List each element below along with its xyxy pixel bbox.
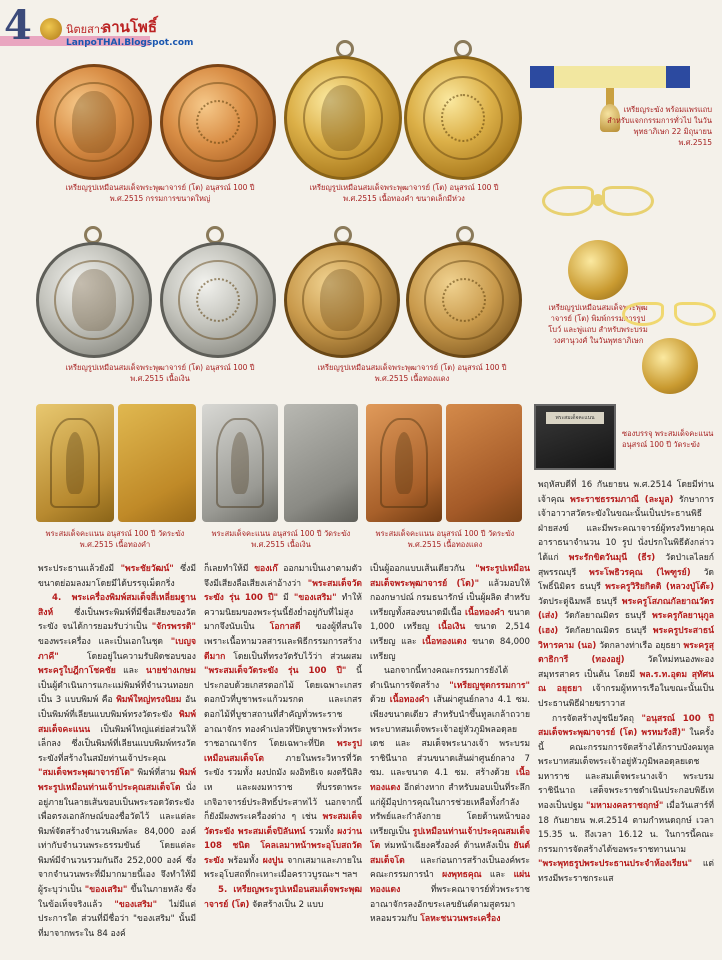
paragraph: เป็นผู้ออกแบบเส้นเดียวกัน "พระรูปเหมือนสมเด็จพระพุฒาจารย์ (โต)" แล้วมอบให้กองกษาปณ์ กรมธนารักษ์ เป็นผู้ผลิต สำหรับเหรียญทั้งสองขนาดมีเนื้อ เนื้อทองคำ ขนาด 1,000 เหรียญ เนื้อเงิน ขนาด 2,514 เหรียญ และ เนื้อทองแดง ขนาด 84,000 เหรียญ <box>370 564 530 662</box>
bodhi-leaf-icon <box>40 18 62 40</box>
box-label: พระสมเด็จคะแนน <box>546 412 604 424</box>
magazine-name: ลานโพธิ์ <box>102 18 157 36</box>
page-number: 4 <box>4 2 32 49</box>
article-column-1 <box>38 562 196 960</box>
medal-large-front <box>36 64 152 180</box>
caption-box: ซองบรรจุ พระสมเด็จคะแนน อนุสรณ์ 100 ปี วัดระฆัง <box>622 429 714 449</box>
caption-medal-row1-right: เหรียญรูปเหมือนสมเด็จพระพุฒาจารย์ (โต) อนุสรณ์ 100 ปี พ.ศ.2515 เนื้อทองคำ ขนาดเล็กมีห่วง <box>309 183 499 203</box>
caption-ribbon-bell: เหรียญระฆัง พร้อมแพรแถบ สำหรับแจกกรรมการทั่วไป ในวันพุทธาภิเษก 22 มิถุนายน พ.ศ.2515 <box>607 105 712 147</box>
amulet-box <box>534 404 616 470</box>
amulet-copper-back <box>446 404 522 522</box>
caption-amulet-gold: พระสมเด็จคะแนน อนุสรณ์ 100 ปี วัดระฆัง พ.ศ.2515 เนื้อทองคำ <box>45 529 185 549</box>
medal-gold-back <box>404 56 522 180</box>
bow-brooch-medal-1 <box>538 180 658 300</box>
medal-silver-back <box>160 242 276 358</box>
article-column-right <box>538 478 714 958</box>
section-heading-4: 4. พระเครื่องพิมพ์สมเด็จสี่เหลี่ยมฐานสิงห์ <box>38 593 196 618</box>
magazine-url: LanpoTHAI.Blogspot.com <box>66 38 194 48</box>
amulet-gold-back <box>118 404 196 522</box>
paragraph: 4. พระเครื่องพิมพ์สมเด็จสี่เหลี่ยมฐานสิงห์ ซึ่งเป็นพระพิมพ์ที่มีชื่อเสียงของวัดระฆัง จนได้การยอมรับว่าเป็น "จักรพรรดิ" ของพระเครื่อง และเป็นเอกในชุด "เบญจภาคี" โดยอยู่ในความรับผิดชอบของ พระครูใบฎีกาโชคชัย และ นายช่างเกษม เป็นผู้ดำเนินการแกะแม่พิมพ์ที่จำนวนทอยกเป็น 3 แบบพิมพ์ คือ พิมพ์ใหญ่ทรงนิยม อันเป็นพิมพ์ที่เลียนแบบพิมพ์ทรงวัดระฆัง พิมพ์สมเด็จคะแนน เป็นพิมพ์ใหญ่แต่ย่อส่วนให้เล็กลง ซึ่งเป็นพิมพ์ที่เลียนแบบพิมพ์ทรงวัดระฆังที่สร้างในสมัยท่านเจ้าประคุณ "สมเด็จพระพุฒาจารย์โต" พิมพ์ที่สาม พิมพ์พระรูปเหมือนท่านเจ้าประคุณสมเด็จโต นั่งอยู่ภายในลายเส้นขอบเป็นพระรอดวัดระฆัง เพื่อตรงเอกลักษณ์ของชื่อวัดไว้ และแต่ละพิมพ์จัดสร้างจำนวนพิมพ์ละ 84,000 องค์ เท่ากับจำนวนพระธรรมขันธ์ โดยแต่ละพิมพ์มีจำนวนรวมกันถึง 252,000 องค์ ซึ่งจากจำนวนพระที่มีมากมายนี้เอง จึงทำให้มีผู้ระบุว่าเป็น "ของเสริม" ขึ้นในภายหลัง ซึ่งในข้อเท็จจริงแล้ว "ของเสริม" ไม่มีแต่ประการใด ส่วนที่มีชื่อว่า "ของเสริม" นั้นมีที่มาจากพระใน 84 องค์ <box>38 593 196 939</box>
amulet-silver-back <box>284 404 358 522</box>
section-heading-5: 5. เหรียญพระรูปเหมือนสมเด็จพระพุฒาจารย์ (โต) <box>204 885 362 910</box>
caption-medal-row2-right: เหรียญรูปเหมือนสมเด็จพระพุฒาจารย์ (โต) อนุสรณ์ 100 ปี พ.ศ.2515 เนื้อทองแดง <box>317 363 507 383</box>
medal-gold-front <box>284 56 402 180</box>
bow-brooch-medal-2 <box>620 298 718 402</box>
caption-amulet-copper: พระสมเด็จคะแนน อนุสรณ์ 100 ปี วัดระฆัง พ.ศ.2515 เนื้อทองแดง <box>375 529 515 549</box>
paragraph: 5. เหรียญพระรูปเหมือนสมเด็จพระพุฒาจารย์ (โต) จัดสร้างเป็น 2 แบบ <box>204 885 362 910</box>
article-column-3 <box>370 562 530 960</box>
paragraph: การจัดสร้างปูชนียวัตถุ "อนุสรณ์ 100 ปี สมเด็จพระพุฒาจารย์ (โต) พรหมรังสี)" ในครั้งนี้ คณะกรรมการจัดสร้างได้กราบบังคมทูลพระบาทสมเด็จพระเจ้าอยู่หัวภูมิพลอดุลยเดชมหาราช และสมเด็จพระนางเจ้า พระบรมราชินีนาถ เสด็จพระราชดำเนินประกอบพิธีเททองเป็นปฐม "มหามงคลราชฤกษ์" เมื่อวันเสาร์ที่ 18 กันยายน พ.ศ.2514 ตามกำหนดฤกษ์ เวลา 15.35 น. ถึงเวลา 16.12 น. ในการนี้คณะกรรมการจัดสร้างได้ขอพระราชทานนาม "พระพุทธรูปพระประธานประจำห้องเรียน" แต่ทรงมีพระราชกระแส <box>538 713 714 885</box>
paragraph: พระประธานแล้วยังมี "พระชัยวัฒน์" ซึ่งมีขนาดย่อมลงมาโดยมีได้บรรจุเม็ดกริ่ง <box>38 564 196 589</box>
magazine-prefix: นิตยสาร <box>66 23 106 36</box>
caption-medal-row1-left: เหรียญรูปเหมือนสมเด็จพระพุฒาจารย์ (โต) อนุสรณ์ 100 ปี พ.ศ.2515 กรรมการขนาดใหญ่ <box>65 183 255 203</box>
paragraph: ก็เลยทำให้มี ของเก๊ ออกมาเป็นเงาตามตัว จึงมีเสียงลือเสียงเล่าอ้างว่า "พระสมเด็จวัดระฆัง รุ่น 100 ปี" มี "ของเสริม" ทำให้ความนิยมของพระรุ่นนี้ยังย่ำอยู่กับที่ไม่สูงมากจึงนับเป็น โอกาสดี ของผู้ที่สนใจ เพราะเนื้อหามวลสารและพิธีกรรมการสร้าง ดีมาก โดยเป็นที่ทรงวัดรับไว้ว่า ส่วนผสม "พระสมเด็จวัดระฆัง รุ่น 100 ปี" นี้ประกอบด้วยเกสรดอกไม้ โดยเฉพาะเกสรดอกบัวที่บูชาพระแก้วมรกต และเกสรดอกไม้ที่บูชาสถานที่สำคัญทั่วพระราชอาณาจักร ทองคำเปลวที่ปิดบูชาพระทั่วพระราชอาณาจักร โดยเฉพาะที่ปิด พระรูปเหมือนสมเด็จโต ภายในพระวิหารที่วัดระฆัง รวมทั้ง ผงปถมัง ผงอิทธิเจ ผงตรีนิสิงเห และผงมหาราช ที่บรรดาพระเกจิอาจารย์ประสิทธิ์ประสาทไว้ นอกจากนี้ก็ยังมีผงพระเครื่องต่าง ๆ เช่น พระสมเด็จวัดระฆัง พระสมเด็จปิลันทน์ รวมทั้ง ผงว่าน 108 ชนิด โคลเลมาหน้าพระอุโบสถวัดระฆัง พร้อมทั้ง ผงปูน จากเสมาและภายในพระอุโบสถที่กะเทาะเมื่อคราวบูรณะฯ ฯลฯ <box>204 564 362 881</box>
paragraph: พฤหัสบดีที่ 16 กันยายน พ.ศ.2514 โดยมีท่านเจ้าคุณ พระราชธรรมภาณี (ละมูล) รักษาการเจ้าอาวาสวัดระฆังในขณะนั้นเป็นประธานพิธีฝ่ายสงฆ์ และมีพระคณาจารย์ผู้ทรงวิทยาคุณอาราธนาจำนวน 10 รูป นั่งปรกในพิธีดังกล่าว ได้แก่ พระรักขิตวันมุนี (ธีร) วัดป่าเลไลยก์ สุพรรณบุรี พระโพธิวรคุณ (ไพฑูรย์) วัดโพธิ์นิมิตร ธนบุรี พระครูวิริยกิตติ (หลวงปู่โต๊ะ) วัดประดู่ฉิมพลี ธนบุรี พระครูโสภณกัลยาณวัตร (เส่ง) วัดกัลยาณมิตร ธนบุรี พระครูกัลยานุกูล (เฮง) วัดกัลยาณมิตร ธนบุรี พระครูประสาธน์วิหารคาม (นอ) วัดกลางท่าเรือ อยุธยา พระครูสุตาธิการี (ทองอยู่) วัดใหม่หนองพะอง สมุทรสาคร เป็นต้น โดยมี พล.ร.ท.อุดม สุทัศน ณ อยุธยา เจ้ากรมผู้ทหารเรือในขณะนั้นเป็นประธานพิธีฝ่ายฆราวาส <box>538 480 714 709</box>
medal-copper-back <box>406 242 522 358</box>
amulet-silver-front <box>202 404 278 522</box>
caption-amulet-silver: พระสมเด็จคะแนน อนุสรณ์ 100 ปี วัดระฆัง พ.ศ.2515 เนื้อเงิน <box>211 529 351 549</box>
medal-copper-front <box>284 242 400 358</box>
article-column-2 <box>204 562 362 960</box>
amulet-copper-front <box>366 404 442 522</box>
amulet-gold-front <box>36 404 114 522</box>
caption-bow-brooch: เหรียญรูปเหมือนสมเด็จพระพุฒาจารย์ (โต) พิมพ์กรรมการรูปโบว์ และพู่แถบ สำหรับพระบรมวงศานุวงศ์ ในวันพุทธาภิเษก <box>548 303 648 345</box>
magazine-logo <box>40 10 194 50</box>
medal-large-back <box>160 64 276 180</box>
page-header <box>0 0 722 52</box>
caption-medal-row2-left: เหรียญรูปเหมือนสมเด็จพระพุฒาจารย์ (โต) อนุสรณ์ 100 ปี พ.ศ.2515 เนื้อเงิน <box>65 363 255 383</box>
paragraph: นอกจากนี้ทางคณะกรรมการยังได้ดำเนินการจัดสร้าง "เหรียญชุดกรรมการ" ด้วย เนื้อทองคำ เส้นผ่าศูนย์กลาง 4.1 ซม. เพียงขนาดเดียว สำหรับนำขึ้นทูลเกล้าถวายพระบาทสมเด็จพระเจ้าอยู่หัวภูมิพลอดุลยเดช และ สมเด็จพระนางเจ้า พระบรมราชินีนาถ ส่วนขนาดเส้นผ่าศูนย์กลาง 7 ซม. และขนาด 4.1 ซม. สร้างด้วย เนื้อทองแดง อีกต่างหาก สำหรับมอบเป็นที่ระลึกแก่ผู้มีอุปการคุณในการช่วยเหลือทั้งกำลังทรัพย์และกำลังกาย โดยด้านหน้าของเหรียญเป็น รูปเหมือนท่านเจ้าประคุณสมเด็จโต ห่มหน้าเฉียงครึ่งองค์ ด้านหลังเป็น ยันต์สมเด็จโต และก่อนการสร้างเป็นองค์พระ คณะกรรมการนำ ผงพุทธคุณ และ แผ่นทองแดง ที่พระคณาจารย์ทั่วพระราชอาณาจักรลงอักขระเลขยันต์ตามสูตรมาหลอมรวมกับ โลหะชนวนพระเครื่อง <box>370 666 530 925</box>
medal-silver-front <box>36 242 152 358</box>
